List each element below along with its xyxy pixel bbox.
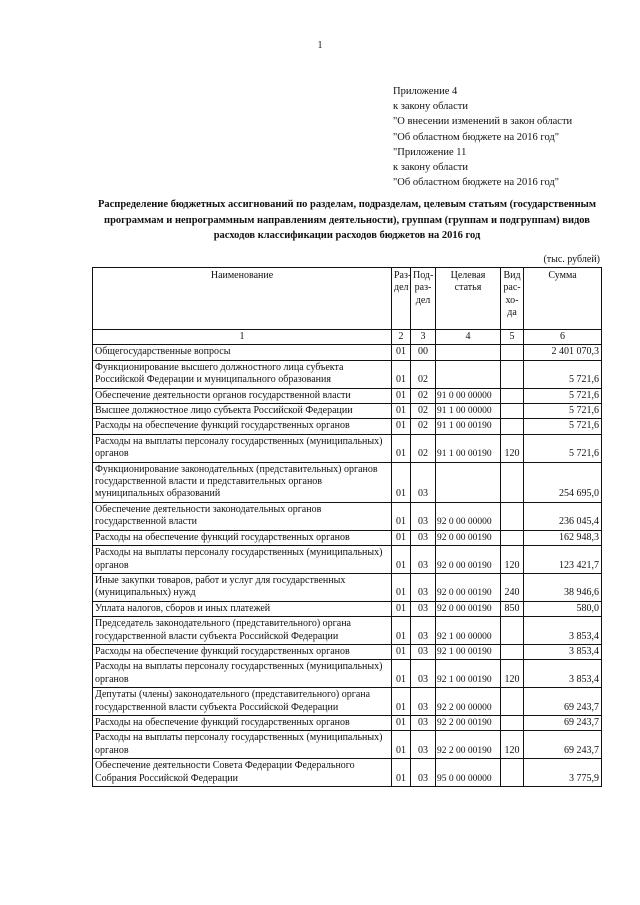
column-number-row xyxy=(93,330,602,345)
row-razdel: 01 xyxy=(392,644,411,659)
row-podrazdel: 02 xyxy=(411,360,436,388)
row-razdel: 01 xyxy=(392,502,411,530)
row-razdel: 01 xyxy=(392,388,411,403)
row-expense-type xyxy=(501,404,524,419)
row-target-article xyxy=(436,345,501,360)
row-target-article: 92 0 00 00190 xyxy=(436,573,501,601)
row-razdel: 01 xyxy=(392,404,411,419)
row-podrazdel: 03 xyxy=(411,617,436,645)
row-podrazdel: 03 xyxy=(411,759,436,787)
row-podrazdel: 03 xyxy=(411,546,436,574)
row-expense-type xyxy=(501,360,524,388)
row-podrazdel: 03 xyxy=(411,644,436,659)
column-header-razdel: Раз-дел xyxy=(392,268,411,330)
row-name: Функционирование законодательных (представительных) органов государственной власти и представительных органов муниципальных образований xyxy=(93,462,392,502)
row-expense-type xyxy=(501,345,524,360)
table-row xyxy=(93,546,602,574)
row-expense-type: 120 xyxy=(501,434,524,462)
row-name: Расходы на обеспечение функций государственных органов xyxy=(93,530,392,545)
row-razdel: 01 xyxy=(392,573,411,601)
row-expense-type xyxy=(501,617,524,645)
row-name: Обеспечение деятельности законодательных органов государственной власти xyxy=(93,502,392,530)
row-razdel: 01 xyxy=(392,688,411,716)
row-expense-type xyxy=(501,759,524,787)
budget-rows xyxy=(93,345,602,787)
row-name: Общегосударственные вопросы xyxy=(93,345,392,360)
row-name: Расходы на обеспечение функций государственных органов xyxy=(93,715,392,730)
table-row xyxy=(93,388,602,403)
table-row xyxy=(93,759,602,787)
column-number: 1 xyxy=(93,330,392,345)
row-razdel: 01 xyxy=(392,360,411,388)
column-header-name: Наименование xyxy=(93,268,392,330)
row-target-article: 91 1 00 00000 xyxy=(436,404,501,419)
row-expense-type xyxy=(501,644,524,659)
header-line: Приложение 4 xyxy=(393,86,458,97)
row-podrazdel: 03 xyxy=(411,688,436,716)
row-sum: 5 721,6 xyxy=(524,388,602,403)
row-target-article: 91 1 00 00190 xyxy=(436,434,501,462)
table-row xyxy=(93,345,602,360)
table-row xyxy=(93,462,602,502)
column-header-podrazdel: Под-раз-дел xyxy=(411,268,436,330)
row-expense-type xyxy=(501,502,524,530)
row-razdel: 01 xyxy=(392,731,411,759)
row-podrazdel: 03 xyxy=(411,660,436,688)
page-number: 1 xyxy=(317,40,323,51)
row-podrazdel: 03 xyxy=(411,462,436,502)
row-sum: 5 721,6 xyxy=(524,434,602,462)
table-row xyxy=(93,419,602,434)
row-podrazdel: 02 xyxy=(411,404,436,419)
row-razdel: 01 xyxy=(392,345,411,360)
row-sum: 3 853,4 xyxy=(524,617,602,645)
table-row xyxy=(93,404,602,419)
row-expense-type: 120 xyxy=(501,731,524,759)
column-header-vid: Вид рас-хо-да xyxy=(501,268,524,330)
table-row xyxy=(93,731,602,759)
row-sum: 236 045,4 xyxy=(524,502,602,530)
row-name: Председатель законодательного (представительного) органа государственной власти субъекта Российской Федерации xyxy=(93,617,392,645)
row-sum: 254 695,0 xyxy=(524,462,602,502)
header-line: к закону области xyxy=(393,162,468,174)
row-sum: 5 721,6 xyxy=(524,360,602,388)
row-podrazdel: 02 xyxy=(411,419,436,434)
table-row xyxy=(93,644,602,659)
table-row xyxy=(93,502,602,530)
appendix-header xyxy=(393,84,572,190)
column-number: 2 xyxy=(392,330,411,345)
row-expense-type xyxy=(501,462,524,502)
row-sum: 3 853,4 xyxy=(524,660,602,688)
row-target-article: 92 1 00 00190 xyxy=(436,644,501,659)
table-row xyxy=(93,573,602,601)
row-target-article: 92 2 00 00000 xyxy=(436,688,501,716)
row-expense-type xyxy=(501,715,524,730)
row-name: Расходы на выплаты персоналу государственных (муниципальных) органов xyxy=(93,434,392,462)
row-razdel: 01 xyxy=(392,546,411,574)
column-number: 5 xyxy=(501,330,524,345)
row-razdel: 01 xyxy=(392,434,411,462)
row-name: Расходы на обеспечение функций государственных органов xyxy=(93,644,392,659)
row-sum: 2 401 070,3 xyxy=(524,345,602,360)
row-expense-type: 240 xyxy=(501,573,524,601)
row-name: Депутаты (члены) законодательного (представительного) органа государственной власти субъекта Российской Федерации xyxy=(93,688,392,716)
row-expense-type xyxy=(501,388,524,403)
row-sum: 38 946,6 xyxy=(524,573,602,601)
row-podrazdel: 03 xyxy=(411,530,436,545)
units-label: (тыс. рублей) xyxy=(543,254,600,265)
row-podrazdel: 03 xyxy=(411,731,436,759)
row-name: Функционирование высшего должностного лица субъекта Российской Федерации и муниципального образования xyxy=(93,360,392,388)
row-name: Расходы на выплаты персоналу государственных (муниципальных) органов xyxy=(93,660,392,688)
row-podrazdel: 03 xyxy=(411,502,436,530)
header-line: "Приложение 11 xyxy=(393,146,467,158)
row-razdel: 01 xyxy=(392,715,411,730)
row-target-article xyxy=(436,462,501,502)
row-name: Обеспечение деятельности органов государственной власти xyxy=(93,388,392,403)
row-podrazdel: 02 xyxy=(411,388,436,403)
row-name: Расходы на обеспечение функций государственных органов xyxy=(93,419,392,434)
row-sum: 3 853,4 xyxy=(524,644,602,659)
table-row xyxy=(93,601,602,616)
row-sum: 5 721,6 xyxy=(524,419,602,434)
row-target-article: 91 0 00 00000 xyxy=(436,388,501,403)
table-row xyxy=(93,530,602,545)
table-row xyxy=(93,617,602,645)
table-row xyxy=(93,688,602,716)
header-line: "Об областном бюджете на 2016 год" xyxy=(393,131,560,143)
row-sum: 69 243,7 xyxy=(524,731,602,759)
row-target-article: 92 2 00 00190 xyxy=(436,715,501,730)
column-header-sum: Сумма xyxy=(524,268,602,330)
row-target-article: 92 1 00 00000 xyxy=(436,617,501,645)
row-name: Расходы на выплаты персоналу государственных (муниципальных) органов xyxy=(93,731,392,759)
row-target-article: 92 2 00 00190 xyxy=(436,731,501,759)
row-razdel: 01 xyxy=(392,759,411,787)
row-sum: 3 775,9 xyxy=(524,759,602,787)
row-name: Расходы на выплаты персоналу государственных (муниципальных) органов xyxy=(93,546,392,574)
table-row xyxy=(93,434,602,462)
row-target-article: 92 0 00 00190 xyxy=(436,601,501,616)
table-header-row xyxy=(93,268,602,330)
header-line: к закону области xyxy=(393,101,468,113)
column-number: 4 xyxy=(436,330,501,345)
row-podrazdel: 02 xyxy=(411,434,436,462)
row-target-article: 92 0 00 00190 xyxy=(436,530,501,545)
table-row xyxy=(93,660,602,688)
row-podrazdel: 03 xyxy=(411,715,436,730)
row-target-article: 92 1 00 00190 xyxy=(436,660,501,688)
row-name: Обеспечение деятельности Совета Федерации Федерального Собрания Российской Федерации xyxy=(93,759,392,787)
row-target-article: 91 1 00 00190 xyxy=(436,419,501,434)
row-razdel: 01 xyxy=(392,660,411,688)
row-name: Иные закупки товаров, работ и услуг для государственных (муниципальных) нужд xyxy=(93,573,392,601)
row-sum: 123 421,7 xyxy=(524,546,602,574)
column-number: 6 xyxy=(524,330,602,345)
row-sum: 162 948,3 xyxy=(524,530,602,545)
row-name: Высшее должностное лицо субъекта Российской Федерации xyxy=(93,404,392,419)
row-target-article: 92 0 00 00190 xyxy=(436,546,501,574)
header-line: "Об областном бюджете на 2016 год" xyxy=(393,177,560,189)
row-sum: 580,0 xyxy=(524,601,602,616)
row-target-article xyxy=(436,360,501,388)
row-podrazdel: 00 xyxy=(411,345,436,360)
column-number: 3 xyxy=(411,330,436,345)
row-razdel: 01 xyxy=(392,419,411,434)
row-podrazdel: 03 xyxy=(411,601,436,616)
row-expense-type: 850 xyxy=(501,601,524,616)
table-row xyxy=(93,715,602,730)
row-sum: 69 243,7 xyxy=(524,688,602,716)
row-target-article: 92 0 00 00000 xyxy=(436,502,501,530)
row-sum: 69 243,7 xyxy=(524,715,602,730)
table-row xyxy=(93,360,602,388)
row-expense-type: 120 xyxy=(501,660,524,688)
header-line: "О внесении изменений в закон области xyxy=(393,116,573,128)
row-expense-type: 120 xyxy=(501,546,524,574)
row-razdel: 01 xyxy=(392,601,411,616)
row-razdel: 01 xyxy=(392,462,411,502)
row-expense-type xyxy=(501,688,524,716)
budget-table xyxy=(92,267,602,787)
row-name: Уплата налогов, сборов и иных платежей xyxy=(93,601,392,616)
row-razdel: 01 xyxy=(392,530,411,545)
row-sum: 5 721,6 xyxy=(524,404,602,419)
row-expense-type xyxy=(501,530,524,545)
row-podrazdel: 03 xyxy=(411,573,436,601)
row-expense-type xyxy=(501,419,524,434)
column-header-target: Целевая статья xyxy=(436,268,501,330)
row-target-article: 95 0 00 00000 xyxy=(436,759,501,787)
document-title: Распределение бюджетных ассигнований по разделам, подразделам, целевым статьям (государственным программам и непрограммным направлениям деятельности), группам (группам и подгруппам) видов расходов классификации расходов бюджетов на 2016 год xyxy=(97,199,597,241)
row-razdel: 01 xyxy=(392,617,411,645)
